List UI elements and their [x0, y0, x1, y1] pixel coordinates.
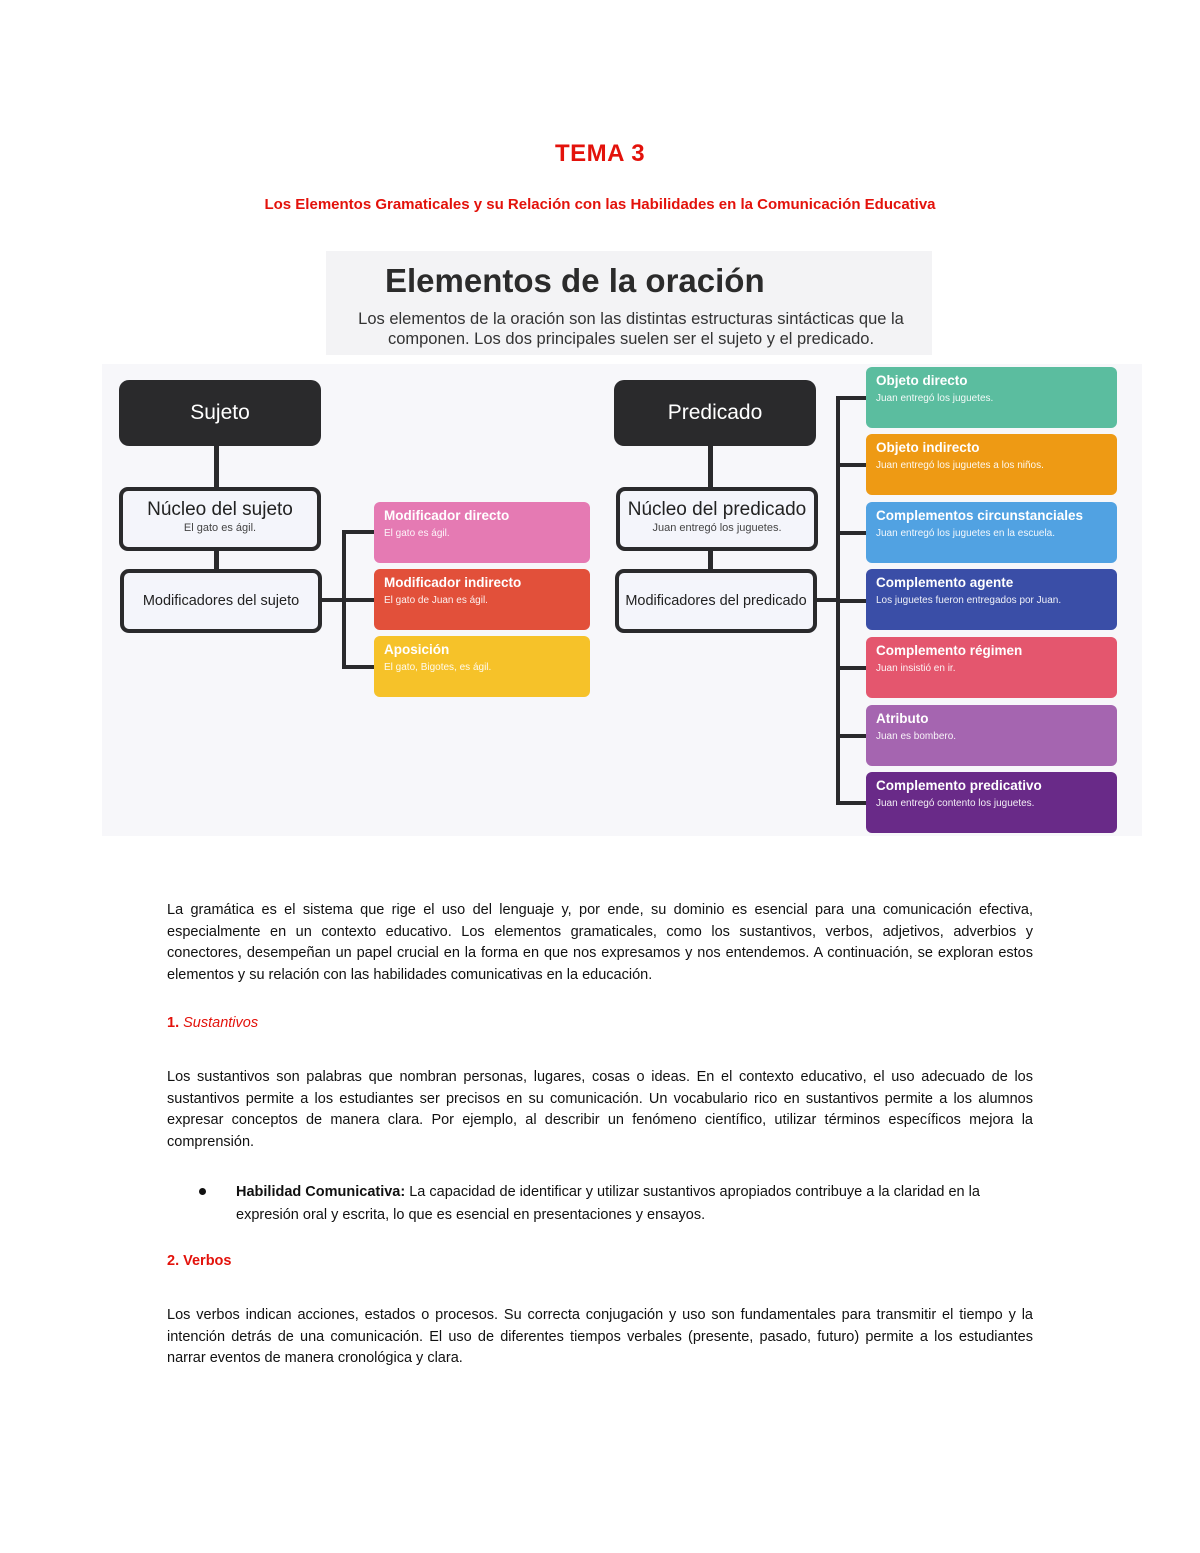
subject-nucleus-example: El gato es ágil. [183, 522, 257, 534]
subject-modifiers-node: Modificadores del sujeto [120, 569, 322, 633]
connector-line [342, 598, 376, 602]
predicate-child-box [866, 569, 1117, 630]
child-title: Complemento régimen [876, 643, 1023, 658]
connector-line [214, 446, 219, 488]
connector-line [836, 666, 868, 670]
predicate-modifiers-node: Modificadores del predicado [615, 569, 817, 633]
bullet-item [236, 1181, 1033, 1226]
child-example: Juan entregó los juguetes a los niños. [876, 460, 1044, 471]
subject-nucleus-node [119, 487, 321, 551]
subject-nucleus-label: Núcleo del sujeto [147, 499, 293, 520]
section-title: Verbos [183, 1253, 232, 1269]
child-example: El gato de Juan es ágil. [384, 595, 488, 606]
child-title: Objeto directo [876, 373, 968, 388]
child-example: El gato, Bigotes, es ágil. [384, 662, 492, 673]
predicate-child-box [866, 705, 1117, 766]
child-example: El gato es ágil. [384, 528, 450, 539]
child-title: Modificador indirecto [384, 575, 522, 590]
predicate-child-box [866, 367, 1117, 428]
subject-node: Sujeto [119, 380, 321, 446]
section-heading-verbos [167, 1253, 231, 1269]
child-title: Atributo [876, 711, 929, 726]
document-subtitle: Los Elementos Gramaticales y su Relación con las Habilidades en la Comunicación Educativa [264, 196, 936, 213]
connector-line [342, 530, 376, 534]
connector-line [320, 598, 344, 602]
connector-line [836, 396, 868, 400]
bullet-icon [199, 1188, 206, 1195]
child-example: Juan insistió en ir. [876, 663, 956, 674]
bullet-text: La capacidad de identificar y utilizar sustantivos apropiados contribuye a la claridad en la expresión oral y escrita, lo que es esencial en presentaciones y ensayos. [236, 1184, 980, 1223]
child-title: Aposición [384, 642, 450, 657]
subject-child-box [374, 502, 590, 563]
intro-paragraph: La gramática es el sistema que rige el uso del lenguaje y, por ende, su dominio es esencial para una comunicación efectiva, especialmente en un contexto educativo. Los elementos gramaticales, como los sustantivos, verbos, adjetivos, adverbios y conectores, desempeñan un papel crucial en la forma en que nos expresamos y nos entendemos. A continuación, se exploran estos elementos y su relación con las habilidades comunicativas en la educación. [167, 902, 1033, 984]
subject-child-box [374, 569, 590, 630]
child-title: Objeto indirecto [876, 440, 980, 455]
child-example: Los juguetes fueron entregados por Juan. [876, 595, 1062, 606]
section-paragraph: Los sustantivos son palabras que nombran personas, lugares, cosas o ideas. En el contexto educativo, el uso adecuado de los sustantivos permite a los estudiantes ser precisos en su comunicación. Un vocabulario rico en sustantivos permite a los alumnos expresar conceptos de manera clara. Por ejemplo, al describir un fenómeno científico, utilizar términos específicos mejora la comprensión. [167, 1069, 1033, 1151]
section-number: 1. [167, 1015, 180, 1031]
child-title: Complemento predicativo [876, 778, 1042, 793]
child-example: Juan entregó contento los juguetes. [876, 798, 1035, 809]
predicate-child-box [866, 434, 1117, 495]
predicate-child-box [866, 637, 1117, 698]
connector-line [214, 550, 219, 570]
document-title: TEMA 3 [554, 140, 646, 167]
connector-line [836, 463, 868, 467]
child-title: Complementos circunstanciales [876, 508, 1084, 523]
predicate-nucleus-label: Núcleo del predicado [627, 499, 807, 520]
connector-line [836, 801, 868, 805]
child-title: Complemento agente [876, 575, 1014, 590]
bullet-label: Habilidad Comunicativa: [236, 1184, 406, 1200]
section-title: Sustantivos [183, 1015, 259, 1031]
connector-line [708, 446, 713, 488]
predicate-child-box [866, 502, 1117, 563]
section-heading-sustantivos [167, 1015, 258, 1031]
section-number: 2. [167, 1253, 180, 1269]
predicate-nucleus-node [616, 487, 818, 551]
infographic-title: Elementos de la oración [385, 262, 765, 299]
connector-line [342, 665, 376, 669]
connector-line [836, 531, 868, 535]
child-example: Juan entregó los juguetes. [876, 393, 994, 404]
infographic-description: Los elementos de la oración son las distintas estructuras sintácticas que la componen. Los dos principales suelen ser el sujeto y el predicado. [358, 310, 904, 348]
section-paragraph: Los verbos indican acciones, estados o procesos. Su correcta conjugación y uso son fundamentales para transmitir el tiempo y la intención detrás de una comunicación. El uso de diferentes tiempos verbales (presente, pasado, futuro) permite a los estudiantes narrar eventos de manera cronológica y clara. [167, 1307, 1033, 1367]
connector-line [708, 550, 713, 570]
predicate-nucleus-example: Juan entregó los juguetes. [652, 522, 782, 534]
predicate-node: Predicado [614, 380, 816, 446]
subject-child-box [374, 636, 590, 697]
predicate-child-box [866, 772, 1117, 833]
child-example: Juan es bombero. [876, 731, 957, 742]
child-title: Modificador directo [384, 508, 510, 523]
child-example: Juan entregó los juguetes en la escuela. [876, 528, 1056, 539]
connector-line [836, 734, 868, 738]
connector-line [836, 599, 868, 603]
